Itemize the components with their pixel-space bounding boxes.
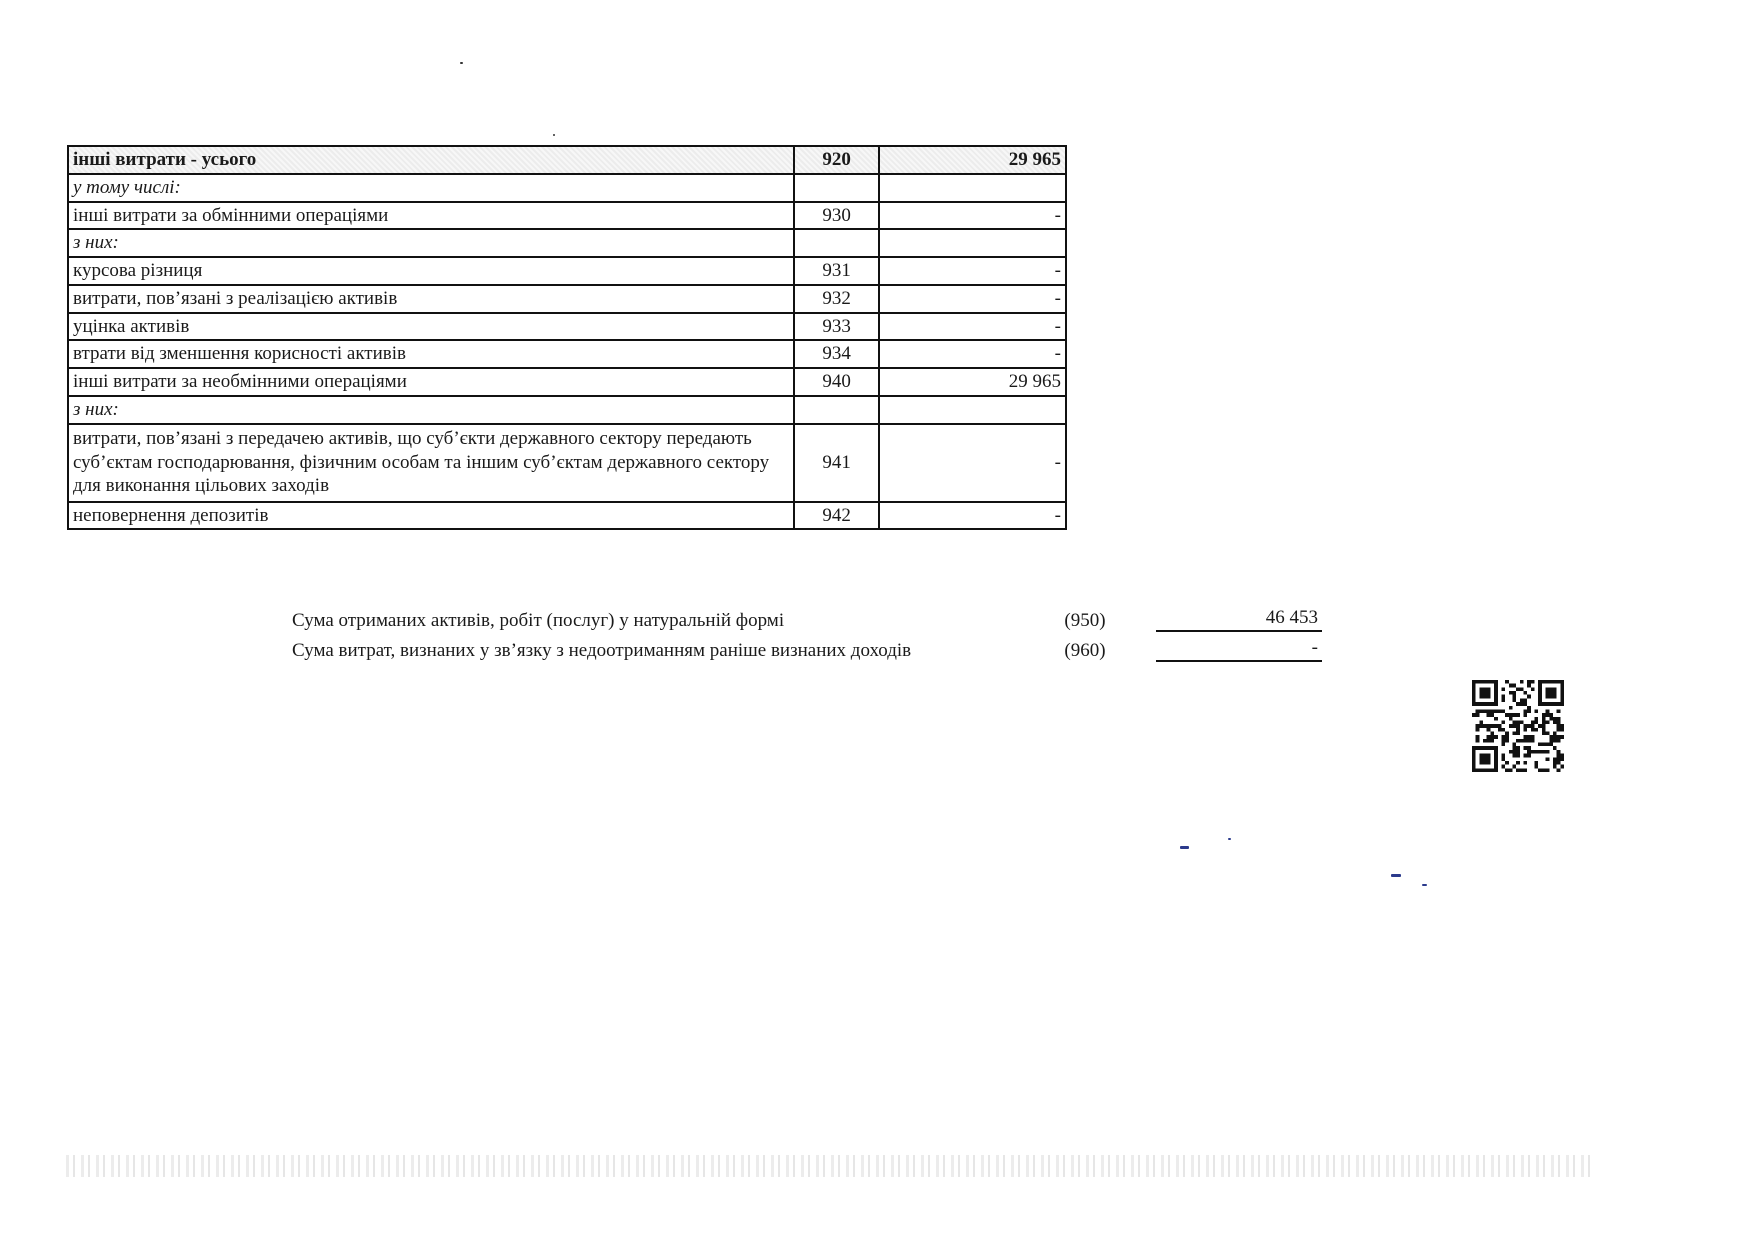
row-code-cell: 941	[794, 424, 879, 502]
row-value-cell: -	[879, 257, 1066, 285]
row-code-cell: 920	[794, 146, 879, 174]
table-row	[68, 340, 1066, 368]
row-code-cell	[794, 174, 879, 202]
table-row	[68, 396, 1066, 424]
table-row	[68, 424, 1066, 502]
row-value-cell: -	[879, 424, 1066, 502]
scan-speck	[1180, 846, 1189, 849]
row-name-cell: з них:	[68, 229, 794, 257]
summary-code: (960)	[1064, 640, 1106, 661]
row-value-cell: -	[879, 285, 1066, 313]
table-row	[68, 174, 1066, 202]
row-code-cell: 930	[794, 202, 879, 230]
summary-label: Сума отриманих активів, робіт (послуг) у натуральній формі	[292, 610, 785, 631]
table-row	[68, 313, 1066, 341]
row-value-cell: -	[879, 202, 1066, 230]
row-code-cell	[794, 396, 879, 424]
table-row	[68, 502, 1066, 530]
row-name-cell: з них:	[68, 396, 794, 424]
summary-value: -	[1156, 637, 1322, 662]
row-name-cell: втрати від зменшення корисності активів	[68, 340, 794, 368]
table-row	[68, 229, 1066, 257]
row-code-cell: 933	[794, 313, 879, 341]
row-code-cell: 931	[794, 257, 879, 285]
row-name-cell: інші витрати за необмінними операціями	[68, 368, 794, 396]
table-row	[68, 257, 1066, 285]
row-name-cell: інші витрати - усього	[68, 146, 794, 174]
scan-speck	[1228, 838, 1231, 840]
summary-label: Сума витрат, визнаних у зв’язку з недоотриманням раніше визнаних доходів	[292, 640, 912, 661]
row-value-cell: -	[879, 313, 1066, 341]
table-row	[68, 285, 1066, 313]
scan-speck	[1422, 884, 1427, 886]
row-value-cell: 29 965	[879, 368, 1066, 396]
table-row	[68, 202, 1066, 230]
row-code-cell: 934	[794, 340, 879, 368]
scan-speck	[460, 62, 463, 64]
row-code-cell: 940	[794, 368, 879, 396]
row-code-cell: 932	[794, 285, 879, 313]
row-name-cell: витрати, пов’язані з передачею активів, що суб’єкти державного сектору передають суб’єктам господарювання, фізичним особам та іншим суб’єктам державного сектору для виконання цільових заходів	[68, 424, 794, 502]
summary-row-950	[292, 607, 1322, 632]
row-value-cell: 29 965	[879, 146, 1066, 174]
row-name-cell: інші витрати за обмінними операціями	[68, 202, 794, 230]
row-name-cell: курсова різниця	[68, 257, 794, 285]
row-code-cell	[794, 229, 879, 257]
row-value-cell	[879, 229, 1066, 257]
scan-noise-strip	[66, 1155, 1596, 1177]
row-value-cell	[879, 396, 1066, 424]
row-name-cell: витрати, пов’язані з реалізацією активів	[68, 285, 794, 313]
summary-row-960	[292, 637, 1322, 662]
expenses-table-body	[68, 146, 1066, 529]
summary-code: (950)	[1064, 610, 1106, 631]
row-name-cell: у тому числі:	[68, 174, 794, 202]
row-value-cell	[879, 174, 1066, 202]
qr-code-icon	[1472, 680, 1564, 772]
summary-value: 46 453	[1156, 607, 1322, 632]
row-name-cell: неповернення депозитів	[68, 502, 794, 530]
row-code-cell: 942	[794, 502, 879, 530]
table-row	[68, 146, 1066, 174]
scan-speck	[1391, 874, 1401, 877]
row-name-cell: уцінка активів	[68, 313, 794, 341]
scan-speck	[553, 134, 555, 136]
row-value-cell: -	[879, 340, 1066, 368]
row-value-cell: -	[879, 502, 1066, 530]
table-row	[68, 368, 1066, 396]
expenses-table	[67, 145, 1067, 530]
